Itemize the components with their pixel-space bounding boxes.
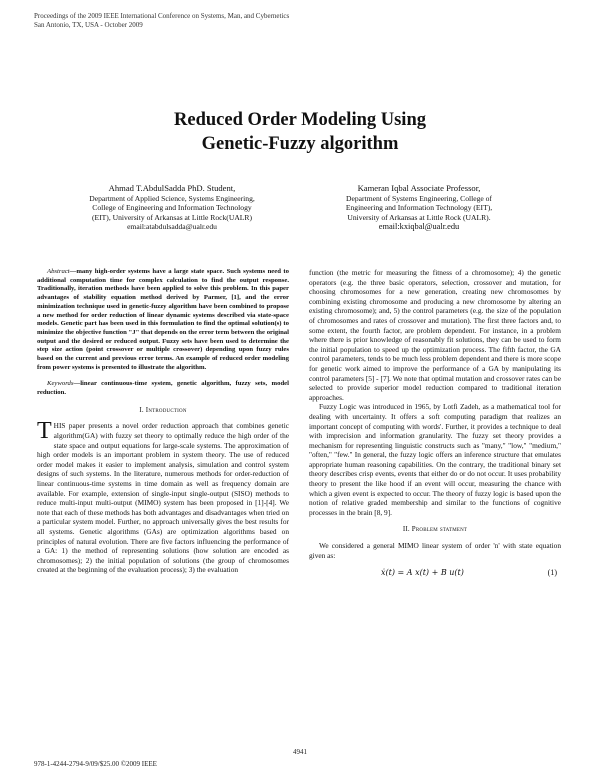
isbn-footer: 978-1-4244-2794-9/09/$25.00 ©2009 IEEE <box>34 760 157 768</box>
author-affiliation-line: College of Engineering and Information Technology <box>92 203 252 213</box>
title-line-2: Genetic-Fuzzy algorithm <box>201 134 399 154</box>
conference-header <box>34 12 289 30</box>
author-block-2 <box>309 183 529 232</box>
author-name: Kameran Iqbal Associate Professor, <box>357 183 481 193</box>
author-name: Ahmad T.AbdulSadda PhD. Student, <box>108 183 236 193</box>
right-column <box>309 268 561 582</box>
page-number: 4941 <box>293 748 307 756</box>
drop-cap: T <box>37 418 52 445</box>
equation-1 <box>309 566 561 582</box>
author-affiliation-line: Department of Applied Science, Systems Engineering, <box>89 193 255 203</box>
author-affiliation-line: University of Arkansas at Little Rock (UALR). <box>347 212 491 222</box>
keywords-text: —linear continuous-time system, genetic algorithm, fuzzy sets, model reduction. <box>37 380 289 397</box>
keywords <box>37 380 289 397</box>
section-heading-problem: II. Problem statment <box>402 525 468 534</box>
paper-title <box>0 108 600 156</box>
conference-line-1: Proceedings of the 2009 IEEE International Conference on Systems, Man, and Cybernetics <box>34 12 290 20</box>
intro-paragraph-1 <box>37 418 289 575</box>
author-affiliation-line: Department of Systems Engineering, College of <box>346 193 492 203</box>
title-line-1: Reduced Order Modeling Using <box>174 110 426 130</box>
conference-line-2: San Antonio, TX, USA - October 2009 <box>34 21 143 29</box>
equation-expression: ẋ(t) = A x(t) + B u(t) <box>381 568 464 578</box>
abstract-label: Abstract <box>47 268 70 275</box>
author-block-1 <box>62 183 282 232</box>
abstract <box>37 268 289 372</box>
intro-paragraph-1-text: HIS paper presents a novel order reduction approach that combines genetic algorithm(GA) with fuzzy set theory to optimally reduce the high order of the state space and output equations for large-scale systems. The approximation of high order models is an important problem in system theory. The use of reduced order model makes it easier to implement analysis, simulation and control system designs of such systems. In the literature, numerous methods for order-reduction of linear continuous-time systems in time domain as well as frequency domain are available. For example, extension of single-input single-output (SISO) methods to reduce multi-input multi-output (MIMO) system has been proposed in [1]-[4]. We note that each of these methods has both advantages and disadvantages when tried on a particular system model. Further, no approach universally gives the best results for all systems. Genetic algorithms (GAs) are optimization algorithms based on principles of natural evolution. There are five factors influencing the performance of a GA: 1) the method of representing solutions (how solution are encoded as chromosomes); 2) the initial population of solutions (the group of chromosomes created at the beginning of the evaluation process); 3) the evaluation <box>37 421 289 575</box>
author-affiliation-line: (EIT), University of Arkansas at Little Rock(UALR) <box>91 212 253 222</box>
section-heading-introduction: I. Introduction <box>139 405 187 414</box>
author-email: email:kxiqbal@ualr.edu <box>378 222 460 232</box>
author-email: email:atabdulsadda@ualr.edu <box>127 222 217 232</box>
abstract-text: —many high-order systems have a large state space. Such systems need to additional computation time for complex calculation to find the output response. Traditionally, iteration methods have been applied to solve this problem. In this paper advantages of stability equation method derived by Parmer, [1], and the error minimization technique used in genetic-fuzzy algorithm have been combined to propose a new method for order reduction of linear dynamic systems described via state-space models. Genetic part has been used in this formulation to find the optimal solution(s) to minimize the objective function "J" that depends on the error term between the original output and the desired or reduced output. Fuzzy sets have been used to determine the step size action (point crossover or multiple crossover) depending upon fuzzy rules based on the current and previous error terms. An example of reduced order modeling from power systems is presented to illustrate the algorithm. <box>37 268 289 371</box>
intro-paragraph-2: function (the metric for measuring the fitness of a chromosome); 4) the genetic operators (e.g. the three basic operators, selection, crossover and mutation, for choosing chromosomes for a new generation, creating new chromosomes by combining existing chromosome and producing a new chromosome by altering an existing chromosome); and, 5) the control parameters (e.g. the size of the population of chromosomes and rates of crossover and mutation). The first three factors and, to some extent, the fourth factor, are problem dependent. For instance, in a problem where there is prior knowledge of reasonably fit solutions, they can be used to form the initial population to speed up the optimization process. The fifth factor, the GA control parameters, tends to be much less problem dependent and there is more scope for genetic work aimed to improve the performance of a GA by manipulating its control parameters [5] - [7]. We note that optimal mutation and crossover rates can be selected to provide superior model reduction compared to traditional iteration approaches. <box>309 268 561 402</box>
left-column <box>37 268 289 575</box>
intro-paragraph-3: Fuzzy Logic was introduced in 1965, by Lotfi Zadeh, as a mathematical tool for dealing with uncertainty. It offers a soft computing paradigm that realizes an important concept of computing with words'. Further, it provides a technique to deal with imprecision and information granularity. The fuzzy set theory provides a mechanism for representing linguistic constructs such as "many," "low," "medium," "often," "few." In general, the fuzzy logic offers an inference structure that emulates appropriate human reasoning capabilities. On the contrary, the traditional binary set theory describes crisp events, events that either do or do not occur. It uses probability theory to present the like hood if an event will occur, measuring the chance with which a given event is expected to occur. The theory of fuzzy logic is based upon the notion of relative graded membership and similar to the functions of cognitive processes in the brain [8, 9]. <box>309 402 561 517</box>
problem-paragraph: We considered a general MIMO linear system of order 'n' with state equation given as: <box>309 541 561 560</box>
equation-number: (1) <box>547 568 557 578</box>
author-affiliation-line: Engineering and Information Technology (EIT), <box>345 203 493 213</box>
keywords-label: Keywords <box>47 380 74 388</box>
